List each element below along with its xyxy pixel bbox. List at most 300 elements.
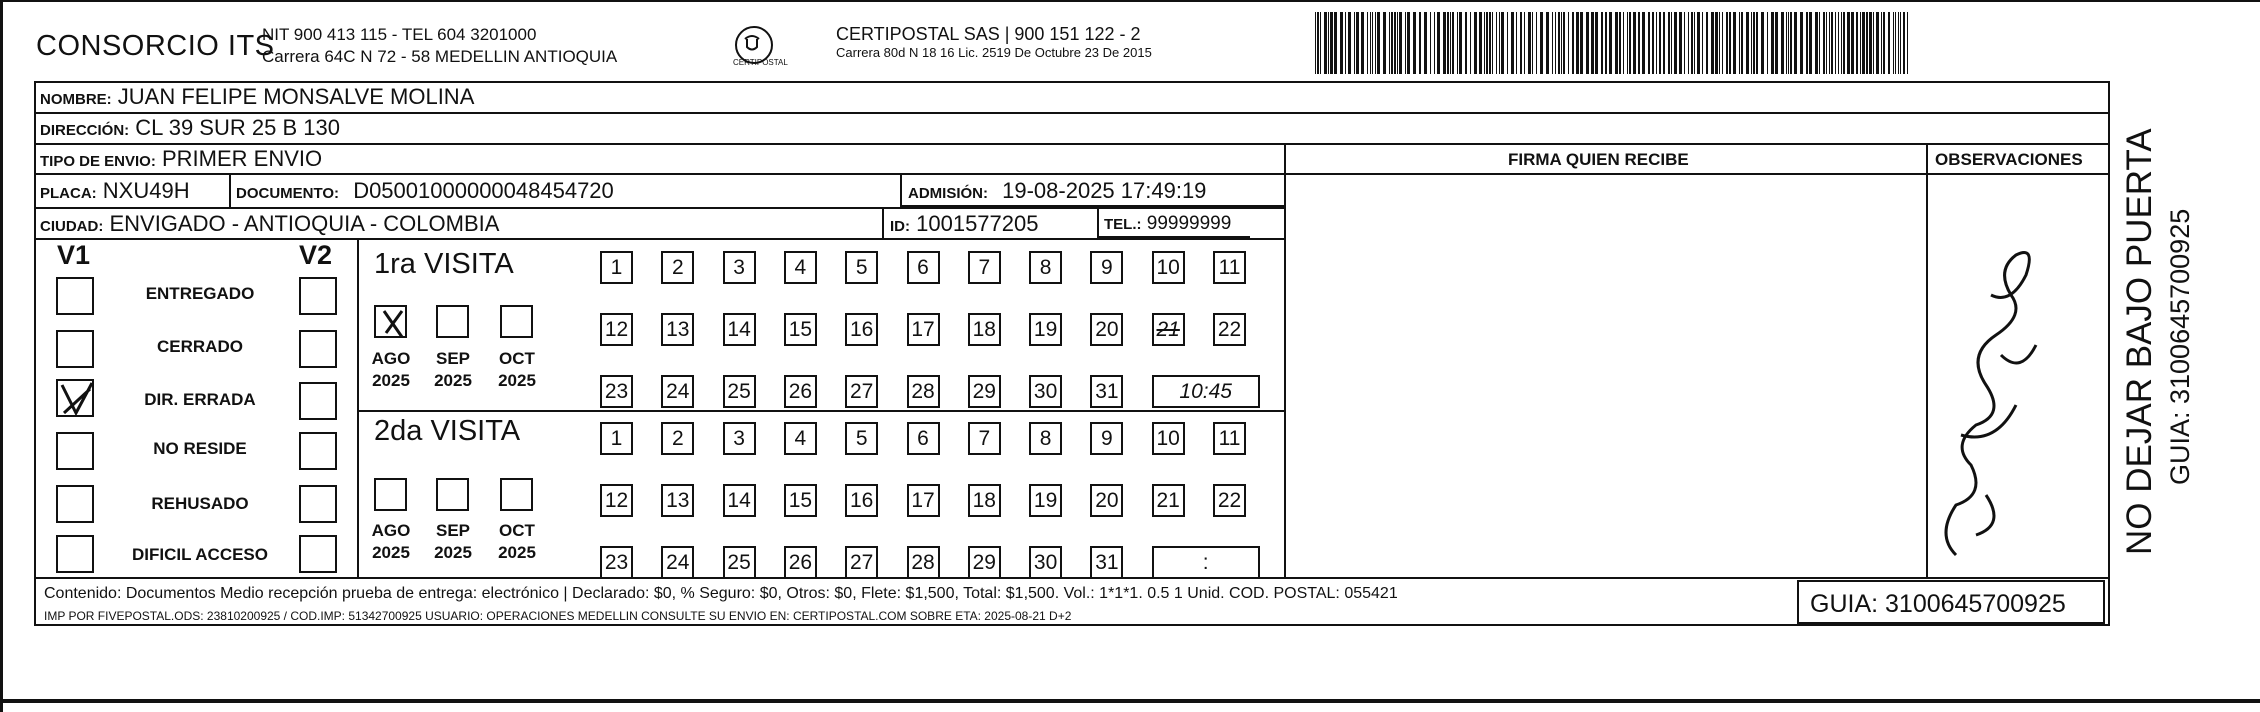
visit2-month-ago-checkbox[interactable] [374,478,407,511]
barcode-bar [1580,12,1583,74]
certipostal-info [836,24,1152,60]
barcode-bar [1561,12,1562,74]
footer-content-line: Contenido: Documentos Medio recepción prueba de entrega: electrónico | Declarado: $0, % Seguro: $0, Otros: $0, Flete: $1,500, Total: $1,500. Vol.: 1*1*1. 0.5 1 Unid. COD. POSTAL: 055421 [44,585,1398,602]
day-box-2[interactable]: 2 [661,422,694,455]
day-box-19[interactable]: 19 [1029,313,1062,346]
day-box-18[interactable]: 18 [968,484,1001,517]
id-field [890,211,1038,237]
barcode-icon [1315,12,1915,74]
day-box-1[interactable]: 1 [600,422,633,455]
v2-header: V2 [299,240,333,270]
admision-label: ADMISIÓN: [908,185,988,202]
barcode-bar [1663,12,1665,74]
documento-value: D05001000000048454720 [353,178,614,203]
barcode-bar [1623,12,1624,74]
barcode-bar [1576,12,1579,74]
day-box-6[interactable]: 6 [907,251,940,284]
barcode-bar [1819,12,1820,74]
day-box-26[interactable]: 26 [784,546,817,579]
barcode-bar [1334,12,1337,74]
barcode-bar [1823,12,1825,74]
certi-line2: Carrera 80d N 18 16 Lic. 2519 De Octubre 23 De 2015 [836,45,1152,60]
barcode-bar [1489,12,1491,74]
day-box-8[interactable]: 8 [1029,422,1062,455]
barcode-bar [1595,12,1598,74]
barcode-bar [1775,12,1778,74]
barcode-bar [1706,12,1708,74]
col-line [900,173,902,207]
barcode-bar [1356,12,1359,74]
barcode-bar [1790,12,1792,74]
check-mark-icon [58,381,96,419]
barcode-bar [1668,12,1670,74]
v2-checkbox[interactable] [299,432,337,470]
barcode-bar [1847,12,1850,74]
barcode-bar [1434,12,1435,74]
visit1-month-sep-checkbox[interactable] [436,305,469,338]
direccion-label: DIRECCIÓN: [40,122,130,139]
day-box-13[interactable]: 13 [661,313,694,346]
barcode-bar [1702,12,1703,74]
barcode-bar [1399,12,1402,74]
day-box-10[interactable]: 10 [1152,422,1185,455]
visit1-month-label [365,348,417,392]
barcode-bar [1835,12,1836,74]
status-dificil-acceso: DIFICIL ACCESO [131,545,268,564]
visit2-title: 2da VISITA [374,415,521,447]
row-line [1097,236,1250,238]
id-label: ID: [890,218,910,235]
day-box-14[interactable]: 14 [723,313,756,346]
barcode-bar [1881,12,1882,74]
barcode-bar [1907,12,1908,74]
barcode-bar [1674,12,1677,74]
barcode-bar [1586,12,1589,74]
nombre-row [40,84,474,110]
barcode-bar [1659,12,1661,74]
barcode-bar [1501,12,1504,74]
observaciones-header: OBSERVACIONES [1935,150,2083,169]
barcode-bar [1591,12,1594,74]
barcode-bar [1809,12,1812,74]
footer-imp-line: IMP POR FIVEPOSTAL.ODS: 23810200925 / COD.IMP: 51342700925 USUARIO: OPERACIONES MEDELLIN CONSULTE SU ENVIO EN: CERTIPOSTAL.COM SOBRE ETA: 2025-08-21 D+2 [44,609,1072,623]
barcode-bar [1851,12,1854,74]
visit1-title: 1ra VISITA [374,248,514,280]
barcode-bar [1407,12,1410,74]
barcode-bar [1648,12,1650,74]
documento-field [236,178,614,204]
barcode-bar [1354,12,1355,74]
day-box-15[interactable]: 15 [784,313,817,346]
barcode-bar [1627,12,1628,74]
barcode-bar [1524,12,1525,74]
firma-header: FIRMA QUIEN RECIBE [1508,150,1689,169]
barcode-bar [1642,12,1645,74]
barcode-bar [1486,12,1488,74]
barcode-bar [1324,12,1327,74]
placa-value: NXU49H [102,178,190,203]
day-box-11[interactable]: 11 [1213,422,1246,455]
row-line [357,410,1284,412]
barcode-bar [1330,12,1333,74]
day-box-31[interactable]: 31 [1090,375,1123,408]
tel-label: TEL.: [1104,216,1142,233]
barcode-bar [1383,12,1386,74]
status-no-reside: NO RESIDE [153,439,247,458]
v1-checkbox[interactable] [56,277,94,315]
barcode-bar [1605,12,1607,74]
col-line [357,238,359,577]
barcode-bar [1883,12,1885,74]
barcode-bar [1437,12,1440,74]
month-year: 2025 [498,543,536,562]
row-line [34,112,2110,114]
barcode-bar [1866,12,1868,74]
barcode-bar [1361,12,1364,74]
tel-value: 99999999 [1146,213,1232,234]
time-box[interactable]: 10:45 [1152,375,1260,408]
v2-checkbox[interactable] [299,277,337,315]
day-box-11[interactable]: 11 [1213,251,1246,284]
barcode-bar [1656,12,1657,74]
day-box-26[interactable]: 26 [784,375,817,408]
barcode-bar [1873,12,1874,74]
visit2-month-sep-checkbox[interactable] [436,478,469,511]
barcode-bar [1552,12,1553,74]
barcode-bar [1459,12,1462,74]
day-box-13[interactable]: 13 [661,484,694,517]
barcode-bar [1688,12,1689,74]
row-line [34,173,2110,175]
barcode-bar [1741,12,1743,74]
day-box-12[interactable]: 12 [600,484,633,517]
barcode-bar [1372,12,1373,74]
placa-label: PLACA: [40,185,97,202]
day-box-28[interactable]: 28 [907,546,940,579]
direccion-value: CL 39 SUR 25 B 130 [135,115,340,140]
nombre-value: JUAN FELIPE MONSALVE MOLINA [117,84,475,109]
v1-checkbox[interactable] [56,330,94,368]
barcode-bar [1447,12,1449,74]
row-line [34,143,2110,145]
barcode-bar [1430,12,1431,74]
barcode-bar [1719,12,1720,74]
barcode-bar [1540,12,1543,74]
barcode-bar [1516,12,1517,74]
col-line [1097,207,1099,238]
barcode-bar [1315,12,1316,74]
day-box-9[interactable]: 9 [1090,422,1123,455]
col-line [882,207,884,238]
barcode-bar [1520,12,1522,74]
placa-field [40,178,190,204]
left-border [0,0,3,712]
barcode-bar [1815,12,1818,74]
day-box-6[interactable]: 6 [907,422,940,455]
barcode-bar [1806,12,1808,74]
barcode-bar [1751,12,1752,74]
status-dir-errada: DIR. ERRADA [144,390,256,409]
month-name: AGO [371,521,411,540]
barcode-bar [1900,12,1901,74]
day-box-17[interactable]: 17 [907,484,940,517]
day-box-31[interactable]: 31 [1090,546,1123,579]
day-box-3[interactable]: 3 [723,251,756,284]
month-year: 2025 [434,371,472,390]
v2-checkbox[interactable] [299,485,337,523]
barcode-bar [1888,12,1890,74]
logo-caption: CERTIPOSTAL [733,58,788,67]
barcode-bar [1781,12,1784,74]
v2-checkbox[interactable] [299,535,337,573]
month-year: 2025 [434,543,472,562]
barcode-bar [1753,12,1755,74]
barcode-bar [1389,12,1390,74]
barcode-bar [1492,12,1493,74]
day-box-29[interactable]: 29 [968,375,1001,408]
day-box-25[interactable]: 25 [723,546,756,579]
day-box-5[interactable]: 5 [845,422,878,455]
day-box-23[interactable]: 23 [600,546,633,579]
barcode-bar [1474,12,1477,74]
day-box-5[interactable]: 5 [845,251,878,284]
x-mark-icon [376,307,409,340]
v2-checkbox[interactable] [299,330,337,368]
month-name: OCT [499,349,535,368]
barcode-bar [1767,12,1768,74]
barcode-bar [1619,12,1621,74]
barcode-bar [1370,12,1371,74]
barcode-bar [1568,12,1569,74]
barcode-bar [1348,12,1351,74]
visit2-month-oct-checkbox[interactable] [500,478,533,511]
day-box-21[interactable]: 21 [1152,313,1185,346]
barcode-bar [1528,12,1531,74]
barcode-bar [1761,12,1764,74]
barcode-bar [1856,12,1858,74]
barcode-bar [1633,12,1636,74]
barcode-bar [1800,12,1803,74]
bottom-border [0,699,2260,703]
month-name: AGO [371,349,411,368]
day-box-22[interactable]: 22 [1213,484,1246,517]
day-box-30[interactable]: 30 [1029,375,1062,408]
day-box-14[interactable]: 14 [723,484,756,517]
barcode-bar [1788,12,1789,74]
barcode-bar [1715,12,1718,74]
day-box-4[interactable]: 4 [784,422,817,455]
day-box-24[interactable]: 24 [661,546,694,579]
barcode-bar [1726,12,1728,74]
admision-value: 19-08-2025 17:49:19 [1002,178,1207,203]
day-box-27[interactable]: 27 [845,375,878,408]
day-box-12[interactable]: 12 [600,313,633,346]
visit1-month-label [491,348,543,392]
ciudad-value: ENVIGADO - ANTIOQUIA - COLOMBIA [109,211,500,236]
v1-checkbox[interactable] [56,485,94,523]
day-box-19[interactable]: 19 [1029,484,1062,517]
company-name: CONSORCIO ITS [36,30,275,62]
barcode-bar [1511,12,1514,74]
barcode-bar [1450,12,1451,74]
barcode-bar [1876,12,1879,74]
day-box-18[interactable]: 18 [968,313,1001,346]
day-box-22[interactable]: 22 [1213,313,1246,346]
barcode-bar [1317,12,1319,74]
ciudad-field [40,211,499,237]
day-box-25[interactable]: 25 [723,375,756,408]
day-box-23[interactable]: 23 [600,375,633,408]
barcode-bar [1546,12,1549,74]
ciudad-label: CIUDAD: [40,218,104,235]
barcode-bar [1397,12,1398,74]
month-year: 2025 [498,371,536,390]
v2-checkbox[interactable] [299,382,337,420]
barcode-bar [1831,12,1833,74]
barcode-bar [1609,12,1612,74]
visit1-month-oct-checkbox[interactable] [500,305,533,338]
barcode-bar [1558,12,1560,74]
day-box-4[interactable]: 4 [784,251,817,284]
barcode-bar [1328,12,1329,74]
side-warning: NO DEJAR BAJO PUERTA [2120,128,2159,555]
v1-checkbox[interactable] [56,432,94,470]
status-entregado: ENTREGADO [145,284,255,303]
barcode-bar [1479,12,1482,74]
tipo-value: PRIMER ENVIO [161,146,323,171]
barcode-bar [1756,12,1758,74]
row-line [900,205,1284,207]
barcode-bar [1771,12,1774,74]
tel-field [1104,213,1231,235]
day-box-20[interactable]: 20 [1090,313,1123,346]
day-box-15[interactable]: 15 [784,484,817,517]
visit1-month-ago-checkbox[interactable] [374,305,407,338]
barcode-bar [1697,12,1700,74]
visit2-month-label [491,520,543,564]
day-box-7[interactable]: 7 [968,422,1001,455]
nombre-label: NOMBRE: [40,91,112,108]
v1-checkbox[interactable] [56,535,94,573]
month-year: 2025 [372,371,410,390]
barcode-bar [1684,12,1685,74]
barcode-bar [1367,12,1368,74]
visit2-month-label [365,520,417,564]
v1-checkbox-checked[interactable] [56,379,94,417]
barcode-bar [1465,12,1467,74]
barcode-bar [1563,12,1565,74]
barcode-bar [1843,12,1845,74]
day-box-28[interactable]: 28 [907,375,940,408]
certi-line1: CERTIPOSTAL SAS | 900 151 122 - 2 [836,24,1141,44]
tipo-label: TIPO DE ENVIO: [40,153,156,170]
day-box-3[interactable]: 3 [723,422,756,455]
day-box-8[interactable]: 8 [1029,251,1062,284]
row-line [34,238,1284,240]
day-box-27[interactable]: 27 [845,546,878,579]
barcode-bar [1739,12,1740,74]
barcode-bar [1746,12,1749,74]
barcode-bar [1629,12,1631,74]
day-box-16[interactable]: 16 [845,484,878,517]
barcode-bar [1711,12,1714,74]
day-box-21[interactable]: 21 [1152,484,1185,517]
col-line [1284,143,1286,577]
day-box-2[interactable]: 2 [661,251,694,284]
barcode-bar [1691,12,1693,74]
barcode-bar [1496,12,1497,74]
day-box-16[interactable]: 16 [845,313,878,346]
barcode-bar [1536,12,1537,74]
status-rehusado: REHUSADO [151,494,249,513]
day-box-30[interactable]: 30 [1029,546,1062,579]
barcode-bar [1794,12,1797,74]
barcode-bar [1898,12,1899,74]
barcode-bar [1572,12,1574,74]
barcode-bar [1377,12,1380,74]
barcode-bar [1729,12,1731,74]
barcode-bar [1869,12,1872,74]
day-box-9[interactable]: 9 [1090,251,1123,284]
barcode-bar [1903,12,1905,74]
barcode-bar [1457,12,1458,74]
day-box-1[interactable]: 1 [600,251,633,284]
day-box-29[interactable]: 29 [968,546,1001,579]
row-line [34,577,2110,579]
barcode-bar [1345,12,1346,74]
month-name: SEP [435,521,471,540]
day-box-10[interactable]: 10 [1152,251,1185,284]
day-box-20[interactable]: 20 [1090,484,1123,517]
barcode-bar [1679,12,1682,74]
barcode-bar [1826,12,1827,74]
month-name: OCT [499,521,535,540]
v1-header: V1 [57,240,91,270]
barcode-bar [1671,12,1672,74]
time-box[interactable]: : [1152,546,1260,579]
signature-icon [1916,235,2066,575]
day-box-17[interactable]: 17 [907,313,940,346]
barcode-bar [1405,12,1406,74]
barcode-bar [1829,12,1830,74]
documento-label: DOCUMENTO: [236,185,340,202]
direccion-row [40,115,340,141]
barcode-bar [1841,12,1842,74]
barcode-bar [1893,12,1894,74]
barcode-bar [1375,12,1376,74]
col-line [229,173,231,207]
barcode-bar [1340,12,1343,74]
barcode-bar [1694,12,1695,74]
barcode-bar [1733,12,1736,74]
form-box [34,81,2110,626]
barcode-bar [1484,12,1485,74]
day-box-7[interactable]: 7 [968,251,1001,284]
company-info [262,24,617,68]
barcode-bar [1862,12,1865,74]
month-name: SEP [435,349,471,368]
barcode-bar [1860,12,1861,74]
side-guia: GUIA: 3100645700925 [2165,208,2195,485]
barcode-bar [1507,12,1508,74]
day-box-24[interactable]: 24 [661,375,694,408]
barcode-bar [1391,12,1393,74]
top-border [0,0,2260,2]
barcode-bar [1555,12,1556,74]
barcode-bar [1652,12,1654,74]
barcode-bar [1532,12,1533,74]
barcode-bar [1895,12,1896,74]
